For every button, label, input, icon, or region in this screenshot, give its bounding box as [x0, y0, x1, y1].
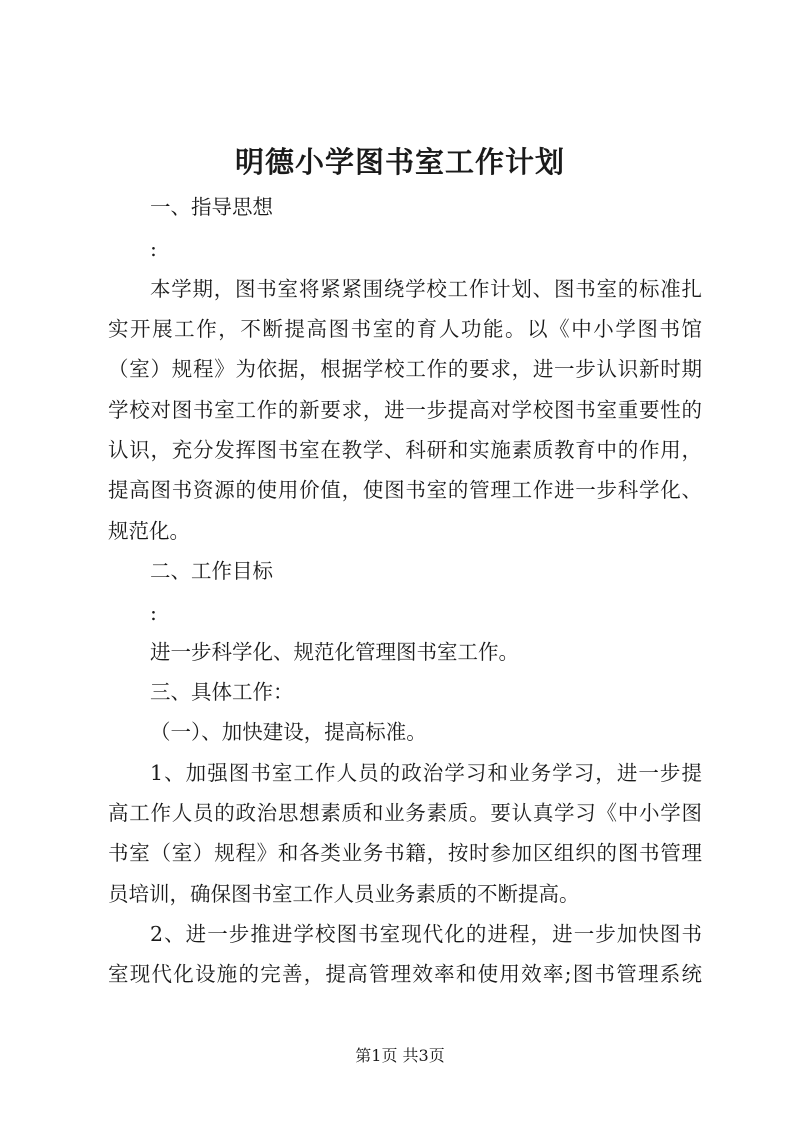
paragraph-line: 室现代化设施的完善，提高管理效率和使用效率;图书管理系统	[108, 962, 702, 986]
paragraph-line: 本学期，图书室将紧紧围绕学校工作计划、图书室的标准扎	[150, 277, 702, 301]
paragraph-line: 提高图书资源的使用价值，使图书室的管理工作进一步科学化、	[108, 478, 702, 502]
section-heading-guiding-ideology: 一、指导思想	[150, 195, 273, 219]
section-heading-work-goals: 二、工作目标	[150, 559, 273, 583]
paragraph-line: 高工作人员的政治思想素质和业务素质。要认真学习《中小学图	[108, 801, 702, 825]
colon-line: :	[150, 601, 157, 625]
paragraph-line: 2、进一步推进学校图书室现代化的进程，进一步加快图书	[150, 922, 702, 946]
paragraph-line: （室）规程》为依据，根据学校工作的要求，进一步认识新时期	[108, 357, 702, 381]
paragraph-line: 认识，充分发挥图书室在教学、科研和实施素质教育中的作用，	[108, 438, 702, 462]
colon-line: :	[150, 237, 157, 261]
document-title: 明德小学图书室工作计划	[234, 145, 565, 179]
paragraph-line: 进一步科学化、规范化管理图书室工作。	[150, 640, 519, 664]
subsection-heading: （一）、加快建设，提高标准。	[150, 720, 427, 744]
paragraph-line: 学校对图书室工作的新要求，进一步提高对学校图书室重要性的	[108, 398, 702, 422]
paragraph-line: 实开展工作，不断提高图书室的育人功能。以《中小学图书馆	[108, 317, 702, 341]
paragraph-line: 规范化。	[108, 519, 190, 543]
section-heading-specific-work: 三、具体工作：	[150, 680, 294, 704]
paragraph-line: 员培训，确保图书室工作人员业务素质的不断提高。	[108, 882, 580, 906]
paragraph-line: 书室（室）规程》和各类业务书籍，按时参加区组织的图书管理	[108, 841, 702, 865]
paragraph-line: 1、加强图书室工作人员的政治学习和业务学习，进一步提	[150, 761, 702, 785]
page-footer: 第1页 共3页	[355, 1046, 445, 1065]
